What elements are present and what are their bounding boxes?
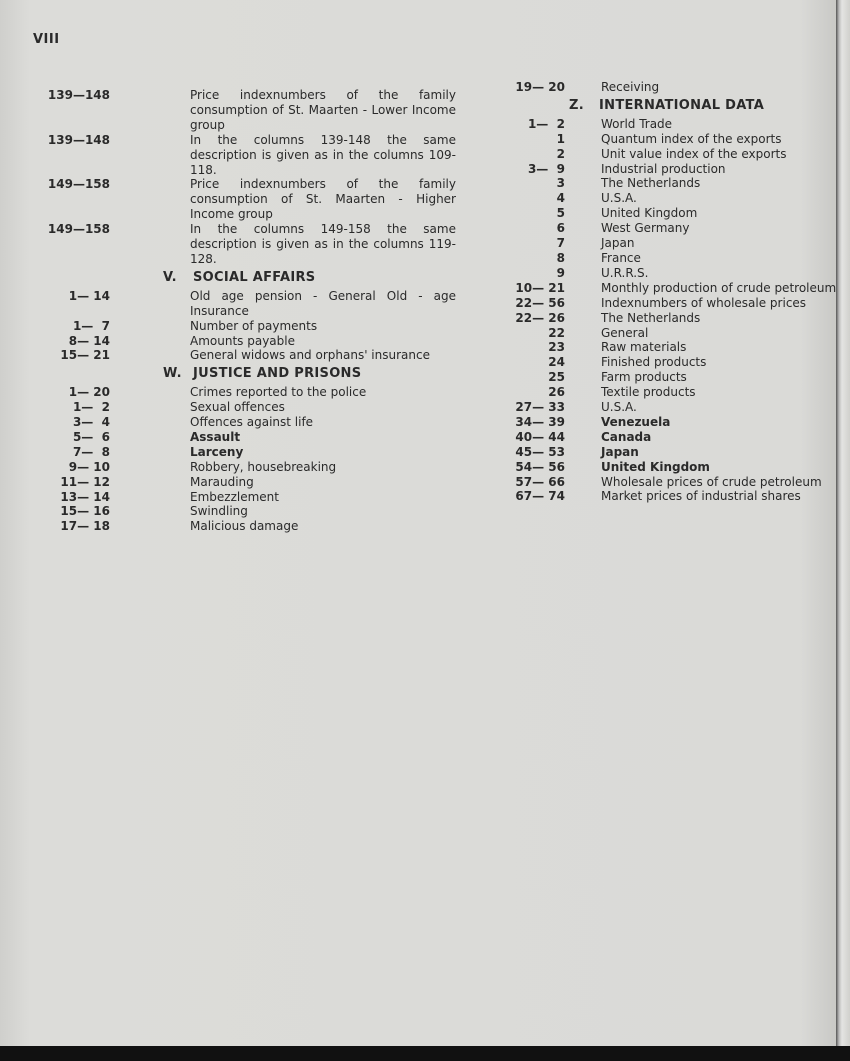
index-entry [490, 80, 835, 95]
index-entry [490, 400, 835, 415]
entry-description: Marauding [190, 474, 254, 489]
index-entry [490, 460, 835, 475]
section-heading-social-affairs [30, 271, 460, 286]
column-range: 149—158 [47, 177, 110, 192]
entry-description: Finished products [601, 355, 707, 370]
entry-description: Textile products [601, 385, 696, 400]
column-range: 40— 44 [515, 429, 565, 444]
entry-description: Robbery, housebreaking [190, 459, 337, 474]
section-heading-international [490, 99, 835, 114]
index-entry [30, 519, 460, 534]
index-entry [30, 222, 460, 267]
section-letter: W. [163, 366, 182, 382]
column-range: 8 [556, 250, 565, 265]
entry-description: Quantum index of the exports [601, 131, 782, 146]
entry-description: The Netherlands [601, 176, 701, 191]
section-title: SOCIAL AFFAIRS [193, 269, 316, 285]
index-entry [490, 266, 835, 281]
index-entry [30, 475, 460, 490]
column-range: 45— 53 [515, 444, 565, 459]
column-range: 4 [556, 191, 565, 206]
entry-description: Assault [190, 429, 241, 444]
column-range: 9 [556, 265, 565, 280]
column-range: 1— 2 [72, 400, 110, 415]
right-column [490, 80, 835, 504]
column-range: 11— 12 [60, 474, 110, 489]
column-range: 1— 14 [68, 288, 110, 303]
index-entry [490, 370, 835, 385]
index-entry [30, 445, 460, 460]
entry-description: World Trade [601, 116, 673, 131]
index-entry [30, 504, 460, 519]
entries-top [30, 88, 460, 267]
column-range: 13— 14 [60, 489, 110, 504]
entry-description: Wholesale prices of crude petroleum [601, 474, 822, 489]
column-range: 24 [548, 355, 565, 370]
column-range: 3— 4 [72, 415, 110, 430]
entries-social-affairs [30, 289, 460, 364]
section-title: JUSTICE AND PRISONS [193, 366, 362, 382]
entry-description: Sexual offences [190, 400, 285, 415]
column-range: 1— 20 [68, 385, 110, 400]
index-entry [490, 475, 835, 490]
entry-description: Venezuela [601, 414, 671, 429]
entry-description: Amounts payable [190, 333, 295, 348]
entry-description: United Kingdom [601, 206, 698, 221]
entry-description: Crimes reported to the police [190, 385, 367, 400]
column-range: 15— 21 [60, 348, 110, 363]
index-entry [490, 191, 835, 206]
column-range: 57— 66 [515, 474, 565, 489]
column-range: 54— 56 [515, 459, 565, 474]
index-entry [30, 133, 460, 178]
column-range: 8— 14 [68, 333, 110, 348]
entry-description: Embezzlement [190, 489, 279, 504]
page-number: VIII [33, 32, 60, 47]
index-entry [490, 385, 835, 400]
column-range: 67— 74 [515, 489, 565, 504]
entry-description: West Germany [601, 221, 690, 236]
column-range: 10— 21 [515, 280, 565, 295]
entry-description: General widows and orphans' insurance [190, 348, 430, 363]
entry-description: In the columns 139-148 the same description is given as in the columns 109-118. [190, 132, 456, 177]
entry-description: Japan [601, 444, 639, 459]
index-entry [490, 340, 835, 355]
entries-justice [30, 385, 460, 534]
column-range: 34— 39 [515, 414, 565, 429]
index-entry [30, 490, 460, 505]
index-entry [490, 445, 835, 460]
entry-description: The Netherlands [601, 310, 701, 325]
entry-description: Canada [601, 429, 652, 444]
column-range: 19— 20 [515, 80, 565, 94]
column-range: 7— 8 [72, 444, 110, 459]
index-entry [490, 132, 835, 147]
column-range: 22 [548, 325, 565, 340]
column-range: 1— 7 [72, 318, 110, 333]
index-entry [30, 88, 460, 133]
section-title: INTERNATIONAL DATA [599, 97, 765, 113]
column-range: 5 [556, 206, 565, 221]
column-range: 17— 18 [60, 519, 110, 534]
entry-description: Swindling [190, 504, 248, 519]
index-entry [490, 311, 835, 326]
entry-description: Malicious damage [190, 519, 299, 534]
index-entry [490, 326, 835, 341]
entry-description: Market prices of industrial shares [601, 489, 801, 504]
index-entry [30, 415, 460, 430]
entry-description: Industrial production [601, 161, 726, 176]
index-entry [490, 415, 835, 430]
column-range: 7 [556, 236, 565, 251]
index-entry [30, 430, 460, 445]
entry-description: Price indexnumbers of the family consumption of St. Maarten - Higher Income group [190, 177, 456, 222]
index-entry [490, 147, 835, 162]
entry-description: Price indexnumbers of the family consumption of St. Maarten - Lower Income group [190, 88, 456, 132]
index-entry [30, 460, 460, 475]
entry-description: In the columns 149-158 the same description is given as in the columns 119-128. [190, 222, 456, 266]
index-entry [490, 162, 835, 177]
index-entry [490, 251, 835, 266]
index-entry [490, 355, 835, 370]
entry-description: Offences against life [190, 415, 314, 430]
scan-border [0, 1046, 850, 1061]
entry-description: Indexnumbers of wholesale prices [601, 295, 807, 310]
index-entry [490, 221, 835, 236]
column-range: 27— 33 [515, 400, 565, 415]
column-range: 23 [548, 340, 565, 355]
column-range: 2 [556, 146, 565, 161]
column-range: 3— 9 [527, 161, 565, 176]
column-range: 9— 10 [68, 459, 110, 474]
entry-description: Larceny [190, 444, 244, 459]
page-edge [836, 0, 850, 1061]
column-range: 22— 26 [515, 310, 565, 325]
entry-description: U.R.R.S. [601, 265, 649, 280]
index-entry [30, 385, 460, 400]
entry-description: Number of payments [190, 318, 318, 333]
section-letter: Z. [569, 97, 584, 113]
column-range: 15— 16 [60, 504, 110, 519]
index-entry [490, 176, 835, 191]
column-range: 6 [556, 221, 565, 236]
index-entry [490, 206, 835, 221]
entry-description: Old age pension - General Old - age Insurance [190, 288, 456, 318]
entry-description: U.S.A. [601, 191, 637, 206]
column-range: 26 [548, 385, 565, 400]
index-entry [30, 348, 460, 363]
index-entry [490, 117, 835, 132]
column-range: 139—148 [47, 132, 110, 147]
entry-description: France [601, 250, 641, 265]
entry-description: Monthly production of crude petroleum [601, 280, 837, 295]
column-range: 5— 6 [72, 429, 110, 444]
entry-description: Unit value index of the exports [601, 146, 787, 161]
entry-description: U.S.A. [601, 400, 637, 415]
entry-description: United Kingdom [601, 459, 710, 474]
index-entry [30, 289, 460, 319]
index-entry [30, 319, 460, 334]
entry-description: General [601, 325, 649, 340]
entries-top-right [490, 80, 835, 95]
column-range: 1— 2 [527, 116, 565, 131]
entry-description: Raw materials [601, 340, 687, 355]
index-entry [30, 177, 460, 222]
entry-description: Farm products [601, 370, 687, 385]
index-entry [490, 489, 835, 504]
index-entry [30, 334, 460, 349]
section-letter: V. [163, 269, 177, 285]
column-range: 149—158 [47, 222, 110, 237]
section-heading-justice [30, 367, 460, 382]
index-entry [30, 400, 460, 415]
column-range: 22— 56 [515, 295, 565, 310]
entry-description: Japan [601, 236, 635, 251]
column-range: 25 [548, 370, 565, 385]
index-entry [490, 236, 835, 251]
entries-international [490, 117, 835, 505]
index-entry [490, 296, 835, 311]
entry-description: Receiving [601, 80, 660, 94]
column-range: 139—148 [47, 88, 110, 102]
column-range: 3 [556, 176, 565, 191]
index-entry [490, 430, 835, 445]
left-column [30, 88, 460, 534]
column-range: 1 [556, 131, 565, 146]
index-entry [490, 281, 835, 296]
